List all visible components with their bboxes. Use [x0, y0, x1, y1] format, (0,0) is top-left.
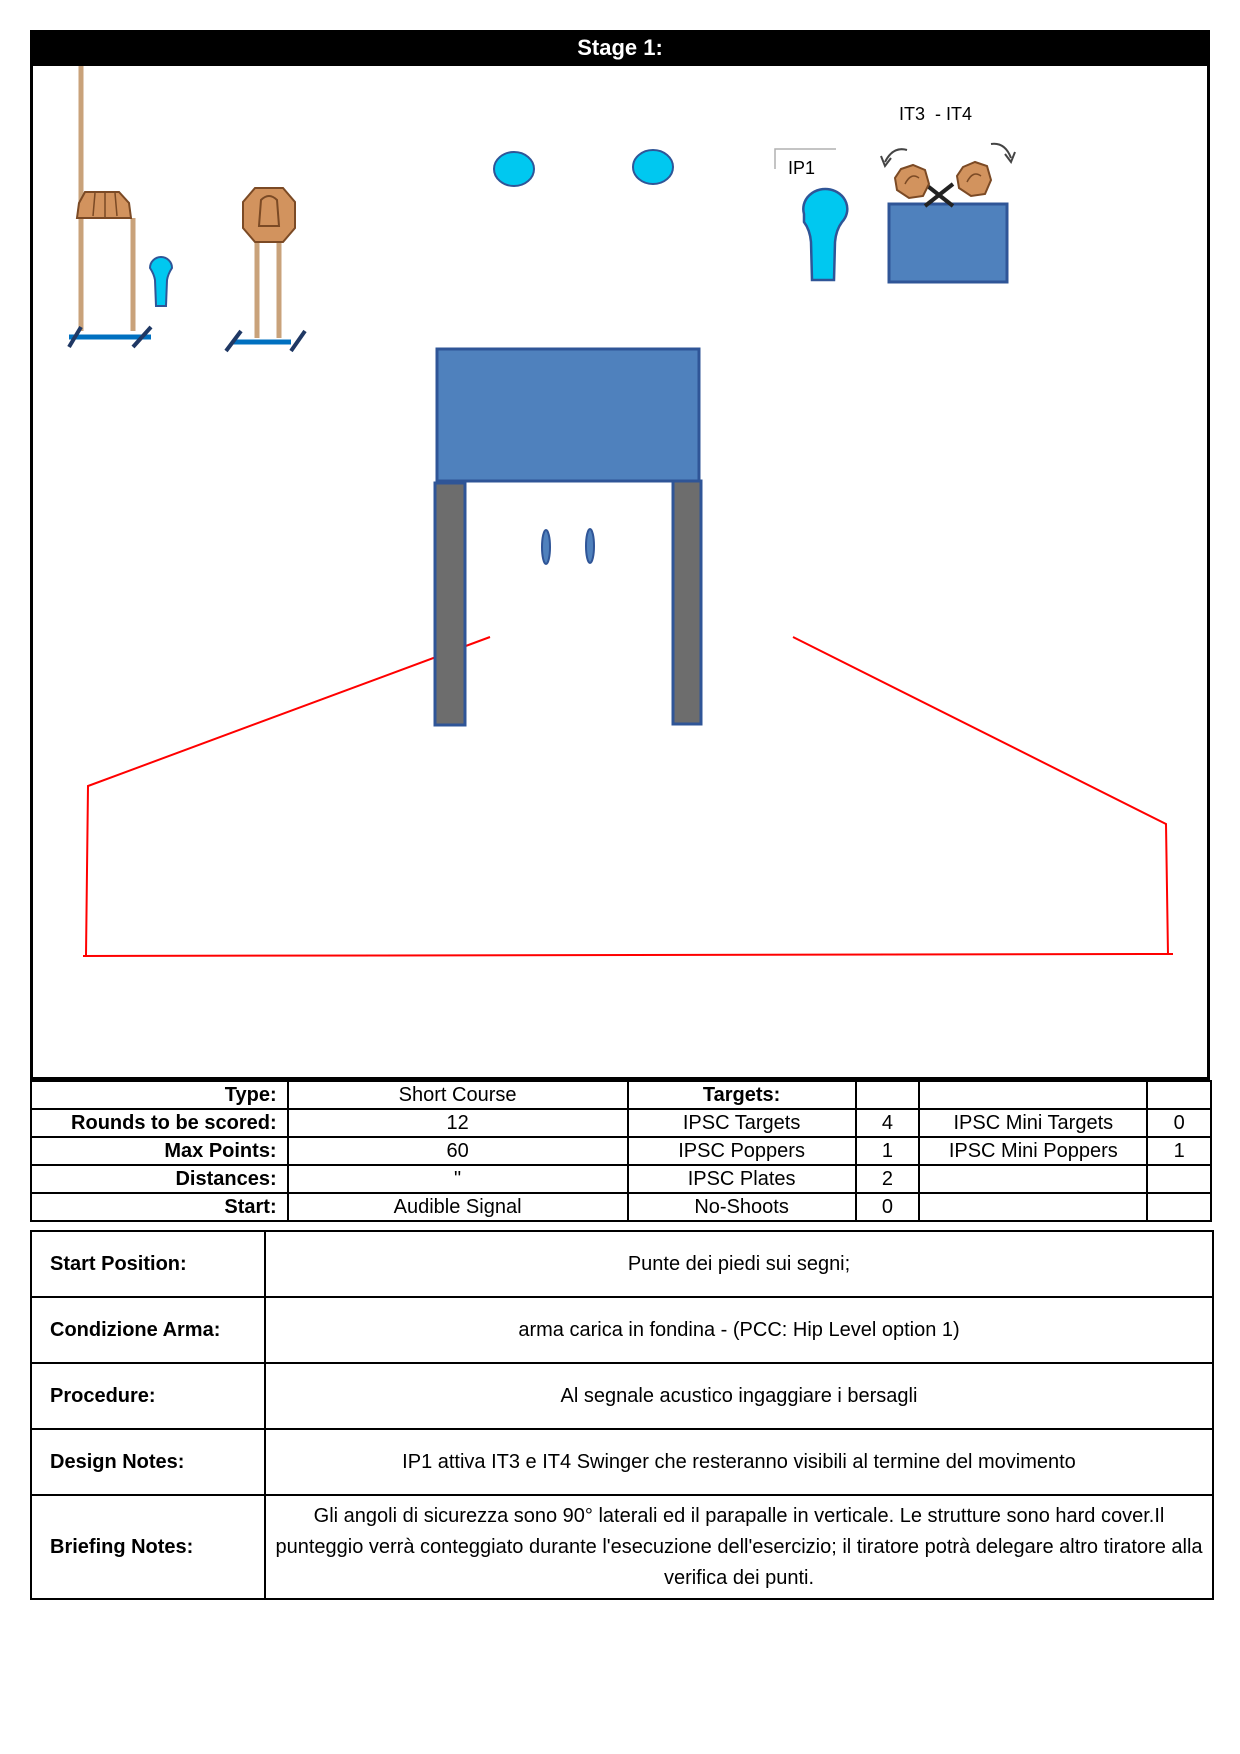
summary-label: Start:	[31, 1193, 288, 1221]
notes-row	[31, 1231, 1213, 1297]
notes-row	[31, 1363, 1213, 1429]
stage-diagram	[30, 66, 1210, 1080]
notes-text: IP1 attiva IT3 e IT4 Swinger che resteranno visibili al termine del movimento	[265, 1429, 1213, 1495]
targets-type: No-Shoots	[628, 1193, 856, 1221]
label-ip1: IP1	[788, 158, 816, 178]
notes-label: Design Notes:	[31, 1429, 265, 1495]
targets-type: Targets:	[628, 1081, 856, 1109]
targets-count: 2	[856, 1165, 920, 1193]
notes-row	[31, 1495, 1213, 1599]
swinger-target-it3	[895, 165, 929, 198]
notes-text: arma carica in fondina - (PCC: Hip Level option 1)	[265, 1297, 1213, 1363]
summary-row	[31, 1137, 1211, 1165]
swing-arrow-right	[991, 144, 1011, 158]
notes-text: Punte dei piedi sui segni;	[265, 1231, 1213, 1297]
targets-count	[856, 1081, 920, 1109]
stage-notes-table	[30, 1230, 1214, 1600]
stage-drawing	[33, 66, 1213, 1080]
mini-targets-type	[919, 1081, 1147, 1109]
right-wall-post	[673, 481, 701, 724]
steel-popper-stand-left	[69, 66, 151, 347]
fault-line-rear	[83, 954, 1173, 956]
summary-value: "	[288, 1165, 628, 1193]
notes-text: Gli angoli di sicurezza sono 90° laterali ed il parapalle in verticale. Le strutture sono hard cover.Il punteggio verrà conteggiato durante l'esecuzione dell'esercizio; il tiratore potrà delegare altro tiratore alla verifica dei punti.	[265, 1495, 1213, 1599]
targets-count: 1	[856, 1137, 920, 1165]
summary-value: Audible Signal	[288, 1193, 628, 1221]
notes-text: Al segnale acustico ingaggiare i bersagli	[265, 1363, 1213, 1429]
notes-label: Procedure:	[31, 1363, 265, 1429]
mini-targets-count	[1147, 1165, 1211, 1193]
top-wall-panel	[437, 349, 699, 481]
fault-line-left	[86, 637, 490, 955]
steel-plate-1	[494, 152, 534, 186]
targets-type: IPSC Plates	[628, 1165, 856, 1193]
summary-value: Short Course	[288, 1081, 628, 1109]
notes-label: Briefing Notes:	[31, 1495, 265, 1599]
mini-targets-count	[1147, 1193, 1211, 1221]
swinger-cover-wall	[889, 204, 1007, 282]
summary-value: 60	[288, 1137, 628, 1165]
label-it3-it4: IT3 - IT4	[899, 104, 973, 124]
mini-targets-type: IPSC Mini Targets	[919, 1109, 1147, 1137]
swinger-target-it4	[957, 162, 991, 196]
targets-type: IPSC Targets	[628, 1109, 856, 1137]
mini-targets-count	[1147, 1081, 1211, 1109]
summary-row	[31, 1109, 1211, 1137]
mini-targets-count: 1	[1147, 1137, 1211, 1165]
summary-row	[31, 1193, 1211, 1221]
ipsc-mini-target	[150, 257, 172, 306]
fault-lines	[83, 637, 1173, 956]
mini-targets-type: IPSC Mini Poppers	[919, 1137, 1147, 1165]
steel-plate-2	[633, 150, 673, 184]
notes-label: Condizione Arma:	[31, 1297, 265, 1363]
notes-row	[31, 1297, 1213, 1363]
start-foot-mark-left	[542, 530, 550, 564]
targets-count: 4	[856, 1109, 920, 1137]
mini-targets-type	[919, 1193, 1147, 1221]
mini-targets-count: 0	[1147, 1109, 1211, 1137]
start-foot-mark-right	[586, 529, 594, 563]
targets-type: IPSC Poppers	[628, 1137, 856, 1165]
summary-label: Rounds to be scored:	[31, 1109, 288, 1137]
targets-count: 0	[856, 1193, 920, 1221]
notes-row	[31, 1429, 1213, 1495]
stage-summary-table	[30, 1080, 1212, 1222]
left-wall-post	[435, 483, 465, 725]
ip1-popper	[803, 189, 847, 280]
fault-line-right	[793, 637, 1168, 955]
summary-label: Type:	[31, 1081, 288, 1109]
swinger-assembly	[881, 144, 1015, 282]
stage-title: Stage 1:	[30, 30, 1210, 66]
octagon-steel-stand	[226, 188, 305, 351]
summary-value: 12	[288, 1109, 628, 1137]
mini-targets-type	[919, 1165, 1147, 1193]
central-wall-structure	[435, 349, 701, 725]
summary-row	[31, 1081, 1211, 1109]
summary-row	[31, 1165, 1211, 1193]
summary-label: Max Points:	[31, 1137, 288, 1165]
notes-label: Start Position:	[31, 1231, 265, 1297]
summary-label: Distances:	[31, 1165, 288, 1193]
popper-target	[77, 192, 131, 218]
